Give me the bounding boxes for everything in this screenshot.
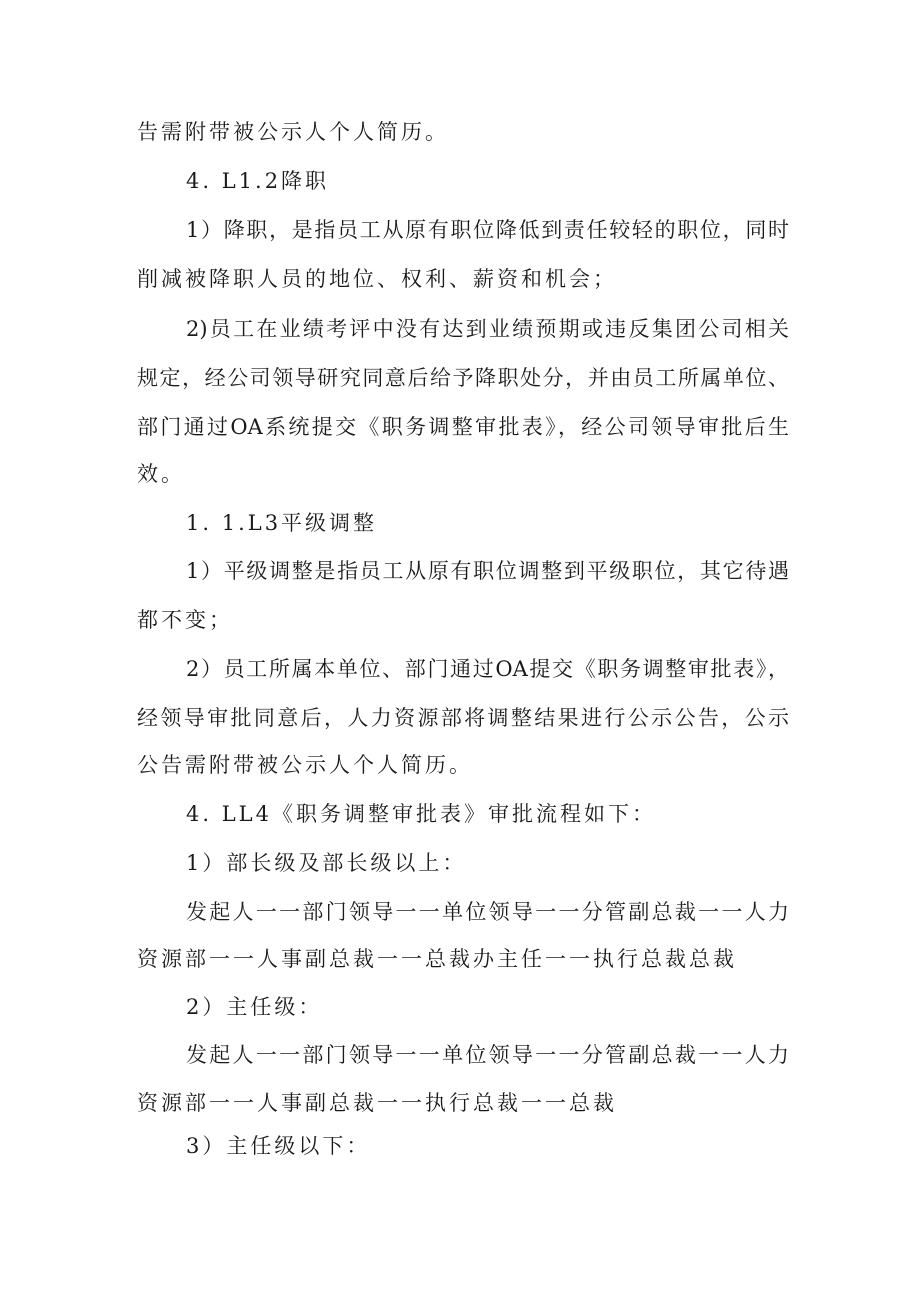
text-line-22: 3）主任级以下： (186, 1134, 371, 1158)
text-line-11: 都不变； (137, 608, 233, 632)
text-line-4: 削减被降职人员的地位、权利、薪资和机会； (137, 267, 617, 291)
text-line-18: 资源部一一人事副总裁一一总裁办主任一一执行总裁总裁 (137, 947, 737, 971)
text-line-10: 1）平级调整是指员工从原有职位调整到平级职位，其它待遇 (186, 559, 789, 583)
section-heading-demotion: 4. L1.2降职 (186, 169, 330, 193)
section-heading-lateral: 1. 1.L3平级调整 (186, 511, 378, 535)
section-heading-approval-flow: 4. LL4《职务调整审批表》审批流程如下： (186, 802, 656, 826)
text-line-16: 1）部长级及部长级以上： (186, 851, 467, 875)
text-line-19: 2）主任级： (186, 995, 323, 1019)
text-line-1: 告需附带被公示人个人简历。 (137, 120, 449, 144)
text-line-14: 公告需附带被公示人个人简历。 (137, 753, 473, 777)
text-line-3: 1）降职，是指员工从原有职位降低到责任较轻的职位，同时 (186, 218, 789, 242)
text-line-5: 2)员工在业绩考评中没有达到业绩预期或违反集团公司相关 (186, 317, 789, 341)
text-line-13: 经领导审批同意后，人力资源部将调整结果进行公示公告，公示 (137, 706, 789, 730)
text-line-12: 2）员工所属本单位、部门通过OA提交《职务调整审批表》， (186, 657, 789, 681)
text-line-7: 部门通过OA系统提交《职务调整审批表》，经公司领导审批后生 (137, 415, 789, 439)
text-line-21: 资源部一一人事副总裁一一执行总裁一一总裁 (137, 1091, 617, 1115)
text-line-6: 规定，经公司领导研究同意后给予降职处分，并由员工所属单位、 (137, 366, 789, 390)
text-line-8: 效。 (137, 462, 185, 486)
text-line-20: 发起人一一部门领导一一单位领导一一分管副总裁一一人力 (186, 1043, 789, 1067)
text-line-17: 发起人一一部门领导一一单位领导一一分管副总裁一一人力 (186, 900, 789, 924)
